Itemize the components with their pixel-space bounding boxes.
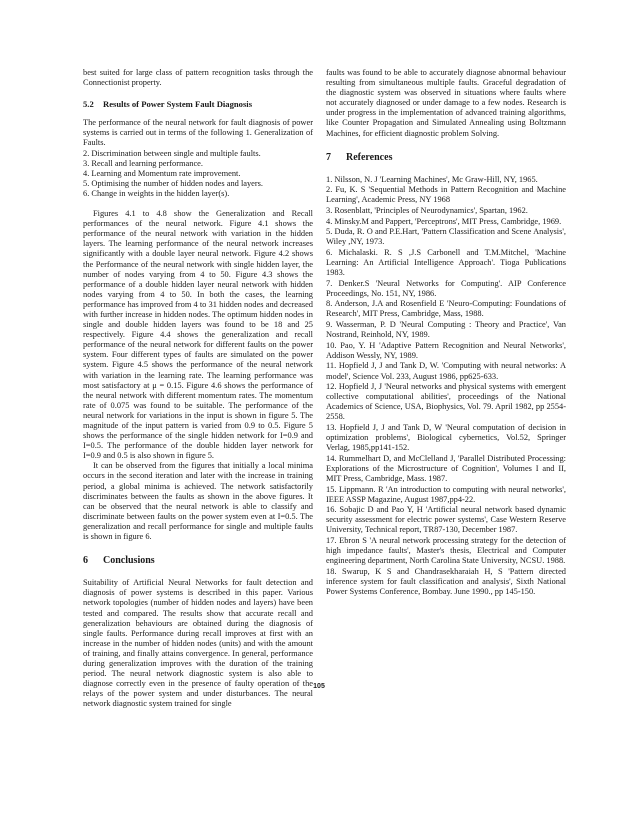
reference-item: 3. Rosenblatt, 'Principles of Neurodynamics', Spartan, 1962. (326, 206, 528, 216)
section-7-heading (326, 153, 566, 163)
conclusions-paragraph: Suitability of Artificial Neural Networks for fault detection and diagnosis of power systems is described in this paper. Various network topologies (number of hidden nodes and layers) have been tested and compared. The results show that accurate recall and generalization behaviours are obtained during the diagnosis of single faults. Performance during recall improves at first with an increase in the number of hidden nodes (units) and with the amount of training, and finally attains convergence. In general, performance during generalization improves with the duration of the training period. The neural network diagnostic system is also able to diagnose correctly even in the presence of faulty operation of the relays of the power system and under disturbances. The neural network diagnostic system trained for single (83, 578, 313, 709)
list-item: 4. Learning and Momentum rate improvement. (83, 168, 241, 178)
evaluation-list (83, 149, 313, 199)
right-column (326, 68, 566, 598)
reference-item: 16. Sobajic D and Pao Y, H 'Artificial neural network based dynamic security assessment for electric power systems', Case Western Reserve University, Technical report, TR87-130, December 1987. (326, 505, 566, 535)
reference-item: 7. Denker.S 'Neural Networks for Computing'. AIP Conference Proceedings, No. 151, NY, 1986. (326, 278, 566, 298)
observations-paragraph: It can be observed from the figures that initially a local minima occurs in the second iteration and later with the increase in training period, a global minima is achieved. The network satisfactorily discriminates between the faults as shown in the above figures. It can be observed that the neural network is able to classify and discriminate between faults on the power system even at I=0.5. The generalization and recall performance for single and multiple faults is shown in figure 6. (83, 461, 313, 542)
section-number: 7 (326, 151, 331, 163)
reference-item: 1. Nilsson, N. J 'Learning Machines', Mc Graw-Hill, NY, 1965. (326, 174, 538, 184)
reference-item: 8. Anderson, J.A and Rosenfield E 'Neuro-Computing: Foundations of Research', MIT Press, Cambridge, Mass, 1988. (326, 299, 566, 319)
left-column (83, 68, 313, 709)
reference-item: 4. Minsky.M and Pappert, 'Perceptrons', MIT Press, Cambridge, 1969. (326, 216, 562, 226)
reference-item: 18. Swarup, K S and Chandrasekharaiah H, S 'Pattern directed inference system for fault classification and analysis', Sixth National Power Systems Conference, Bombay. June 1990., pp 145-150. (326, 566, 566, 596)
reference-item: 17. Ebron S 'A neural network processing strategy for the detection of high impedance faults', Master's thesis, Electrical and Computer engineering department, North Carolina State University, NCSU. 1988. (326, 536, 566, 566)
results-paragraph: Figures 4.1 to 4.8 show the Generalization and Recall performances of the neural network. Figure 4.1 shows the performance of the neural network with variation in the hidden layers. The learning performance of the neural network increases significantly with a double layer neural network. Figure 4.2 shows the Performance of the neural network with single hidden layer, the number of nodes varying from 4 to 50. Figure 4.3 shows the performance of a double hidden layer neural network with hidden nodes varying from 4 to 50. In both the cases, the learning performance has improved from 4 to 31 hidden nodes and decreased with further increase in hidden nodes. The optimum hidden nodes in single and double hidden layers was found to be 18 and 25 respectively. Figure 4.4 shows the generalization and recall performance of the neural network for different faults on the power system. Four different types of faults are simulated on the power system. Figure 4.5 shows the performance of the neural network with variation in the learning rate. The learning performance was most satisfactory at μ = 0.15. Figure 4.6 shows the performance of the neural network with different momentum rates. The momentum rate of 0.075 was found to be suitable. The performance of the neural network for variations in the input is shown in figure 5. The magnitude of the input pattern is varied from 0.9 to 0.5. Figure 5 shows the performance of the single hidden network for I=0.9 and I=0.5. The performance of the double hidden layer network for I=0.9 and 0.5 is also shown in figure 5. (83, 209, 313, 461)
reference-item: 10. Pao, Y. H 'Adaptive Pattern Recognition and Neural Networks', Addison Wessly, NY, 1989. (326, 340, 566, 360)
list-item: 5. Optimising the number of hidden nodes and layers. (83, 178, 264, 188)
list-item: 6. Change in weights in the hidden layer(s). (83, 188, 230, 198)
reference-item: 11. Hopfield J, J and Tank D, W. 'Computing with neural networks: A model', Science Vol. 233, August 1986, pp625-633. (326, 361, 566, 381)
list-item: 2. Discrimination between single and multiple faults. (83, 148, 261, 158)
list-item: 3. Recall and learning performance. (83, 158, 203, 168)
reference-item: 9. Wasserman, P. D 'Neural Computing : Theory and Practice', Van Nostrand, Reinhold, NY, 1989. (326, 320, 566, 340)
section-title: References (346, 151, 393, 163)
section-number: 5.2 (83, 99, 94, 110)
reference-item: 5. Duda, R. O and P.E.Hart, 'Pattern Classification and Scene Analysis', Wiley ,NY, 1973. (326, 227, 566, 247)
intro-paragraph: best suited for large class of pattern recognition tasks through the Connectionist property. (83, 68, 313, 88)
reference-item: 12. Hopfield J, J 'Neural networks and physical systems with emergent collective computational abilities', proceedings of the National Academics of Science, USA, Biophysics, Vol. 79. April 1982, pp 2554-2558. (326, 382, 566, 422)
reference-item: 6. Michalaski. R. S ,J.S Carbonell and T.M.Mitchel, 'Machine Learning: An Artificial Intelligence Approach'. Tioga Publications 1983. (326, 247, 566, 278)
reference-item: 14. Rummelhart D, and McClelland J, 'Parallel Distributed Processing: Explorations of the Microstructure of Cognition', Volumes I and II, MIT Press, Cambridge, Mass. 1987. (326, 453, 566, 483)
references-list (326, 175, 566, 597)
reference-item: 13. Hopfield J, J and Tank D, W 'Neural computation of decision in optimization problems', Biological cybernetics, Vol.52, Springer Verlag, 1985,pp141-152. (326, 423, 566, 453)
section-number: 6 (83, 555, 88, 567)
section-5-2-heading (83, 99, 313, 109)
section-title: Results of Power System Fault Diagnosis (103, 99, 253, 110)
reference-item: 2. Fu, K. S 'Sequential Methods in Pattern Recognition and Machine Learning', Academic Press, NY 1968 (326, 185, 566, 205)
section-5-2-paragraph: The performance of the neural network for fault diagnosis of power systems is carried out in terms of the following 1. Generalization of Faults. (83, 118, 313, 148)
reference-item: 15. Lippmann. R 'An introduction to computing with neural networks', IEEE ASSP Magazine, August 1987,pp4-22. (326, 484, 566, 504)
page-number: 105 (313, 683, 325, 690)
continued-paragraph: faults was found to be able to accurately diagnose abnormal behaviour resulting from simultaneous multiple faults. Graceful degradation of the diagnostic system was observed in situations where faults where not accurately diagnosed or under damage to a few nodes. Research is under progress in the implementation of advanced training algorithms, like Counter Propagation and Simulated Annealing using Boltzmann Machines, for efficient diagnostic problem Solving. (326, 68, 566, 138)
section-title: Conclusions (103, 555, 155, 567)
section-6-heading (83, 556, 313, 566)
